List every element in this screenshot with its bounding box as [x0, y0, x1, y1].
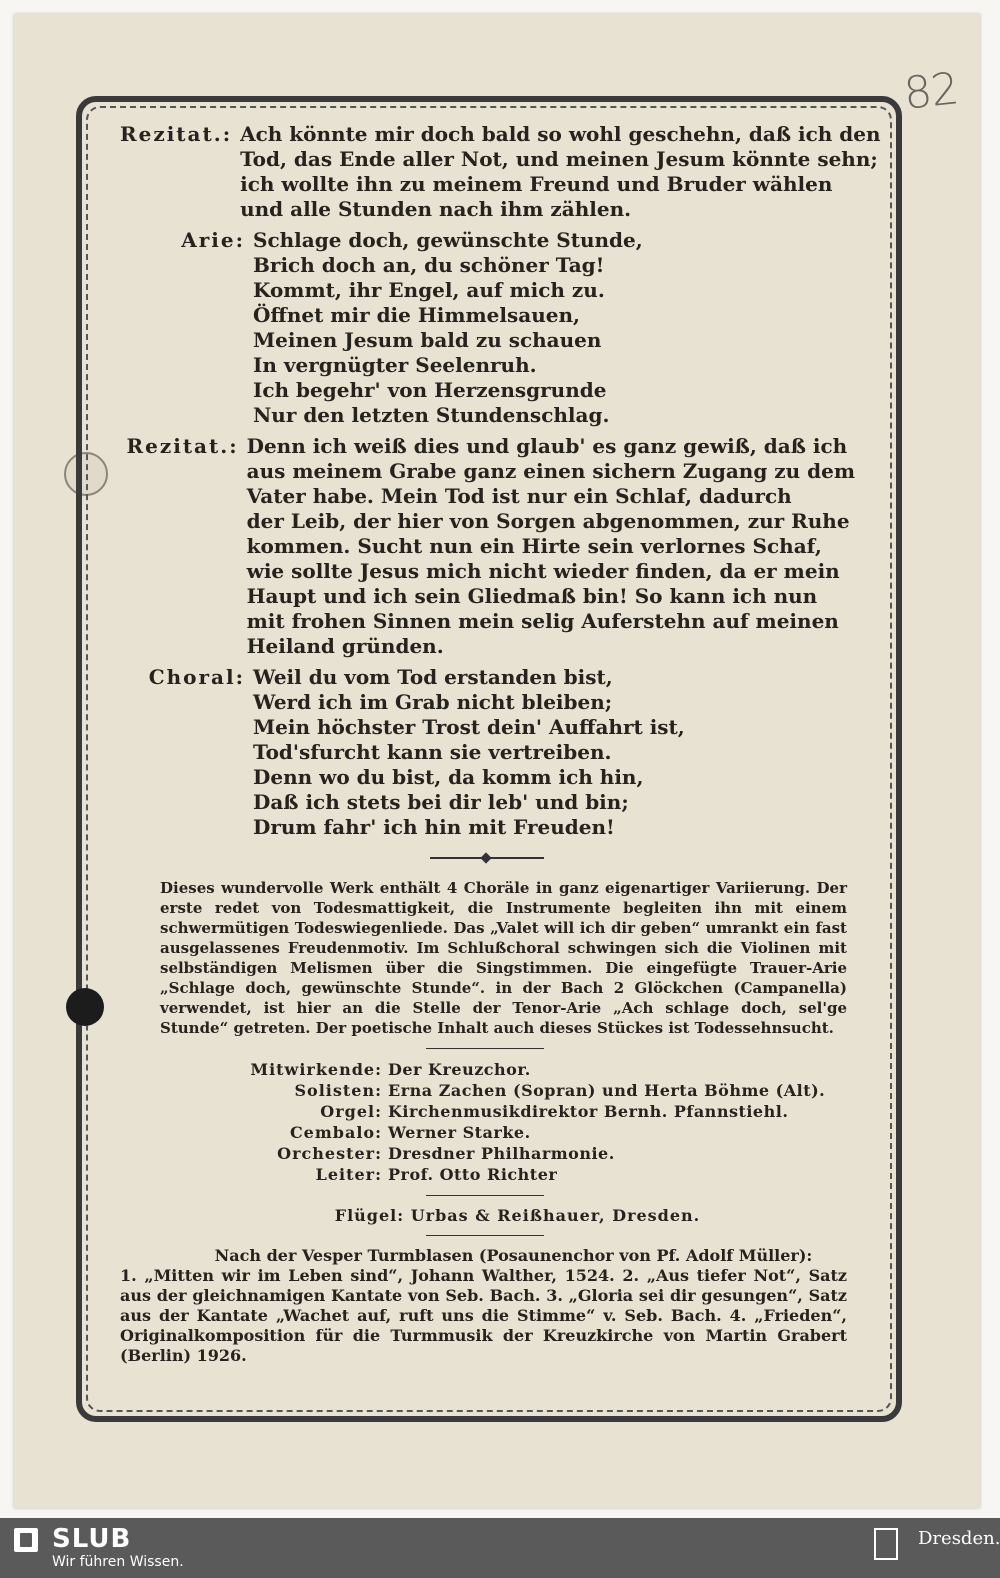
slub-logo-icon — [14, 1528, 38, 1552]
credit-row — [120, 1101, 855, 1122]
credit-value: Werner Starke. — [388, 1123, 531, 1142]
rule-divider — [426, 1048, 544, 1049]
text-line: Tod'sfurcht kann sie vertreiben. — [253, 740, 612, 764]
text-line: ich wollte ihn zu meinem Freund und Bruder wählen — [240, 172, 833, 196]
text-sections — [120, 122, 881, 840]
text-line: Öffnet mir die Himmelsauen, — [253, 303, 580, 327]
credit-role: Solisten: — [294, 1081, 382, 1100]
text-line: mit frohen Sinnen mein selig Auferstehn auf meinen — [246, 609, 839, 633]
text-line: aus meinem Grabe ganz einen sichern Zugang zu dem — [246, 459, 855, 483]
rule-divider — [426, 1235, 544, 1236]
section-label: Rezitat.: — [120, 122, 233, 146]
footer-tagline: Wir führen Wissen. — [52, 1554, 184, 1570]
ornament-divider — [430, 854, 544, 862]
text-section — [120, 228, 855, 428]
credit-row — [120, 1059, 855, 1080]
credit-role: Mitwirkende: — [250, 1060, 382, 1079]
credit-row — [120, 1080, 855, 1101]
text-line: Kommt, ihr Engel, auf mich zu. — [253, 278, 605, 302]
section-text — [240, 122, 880, 222]
note-paragraph: Dieses wundervolle Werk enthält 4 Choräle in ganz eigenartiger Variierung. Der erste redet von Todesmattigkeit, die Instrumente begleiten ihn mit einem schwermütigen Todeswiegenliede. Das „Valet will ich dir geben“ umrankt ein fast ausgelassenes Freudenmotiv. Im Schlußchoral schwingen sich die Violinen mit selbständigen Melismen über die Singstimmen. Die eingefügte Trauer-Arie „Schlage doch, gewünschte Stunde“. in der Bach 2 Glöckchen (Campanella) verwendet, ist hier an die Stelle der Tenor-Arie „Ach schlage doch, sel'ge Stunde“ getreten. Der poetische Inhalt auch dieses Stückes ist Todessehnsucht. — [160, 879, 847, 1037]
section-text — [253, 665, 855, 840]
credit-row — [120, 1164, 855, 1185]
text-line: Brich doch an, du schöner Tag! — [253, 253, 605, 277]
text-line: und alle Stunden nach ihm zählen. — [240, 197, 632, 221]
text-line: Meinen Jesum bald zu schauen — [253, 328, 602, 352]
vesper-heading: Nach der Vesper Turmblasen (Posaunenchor von Pf. Adolf Müller): — [214, 1246, 813, 1265]
text-line: Schlage doch, gewünschte Stunde, — [253, 228, 643, 252]
city-crest-icon — [874, 1528, 898, 1560]
text-line: Denn wo du bist, da komm ich hin, — [253, 765, 644, 789]
credits-list — [120, 1059, 855, 1185]
text-line: Nur den letzten Stundenschlag. — [253, 403, 610, 427]
text-line: Heiland gründen. — [246, 634, 444, 658]
footer-bar — [0, 1518, 1000, 1578]
text-section — [120, 434, 855, 659]
credit-value: Der Kreuzchor. — [388, 1060, 531, 1079]
vesper-paragraph — [120, 1246, 847, 1366]
rule-divider — [426, 1195, 544, 1196]
text-line: Weil du vom Tod erstanden bist, — [253, 665, 613, 689]
text-section — [120, 122, 881, 222]
credit-role: Leiter: — [315, 1165, 382, 1184]
text-line: der Leib, der hier von Sorgen abgenommen, zur Ruhe — [246, 509, 850, 533]
fluegel-line: Flügel: Urbas & Reißhauer, Dresden. — [334, 1206, 701, 1225]
credit-row — [120, 1122, 855, 1143]
text-line: wie sollte Jesus mich nicht wieder finden, da er mein — [246, 559, 840, 583]
credit-value: Dresdner Philharmonie. — [388, 1144, 615, 1163]
footer-city[interactable]: Dresden. — [918, 1528, 1000, 1549]
section-label: Arie: — [181, 228, 245, 252]
text-line: Denn ich weiß dies und glaub' es ganz gewiß, daß ich — [246, 434, 848, 458]
punch-hole — [66, 988, 104, 1026]
text-line: In vergnügter Seelenruh. — [253, 353, 537, 377]
text-line: Ach könnte mir doch bald so wohl geschehn, daß ich den — [240, 122, 881, 146]
credit-role: Orgel: — [320, 1102, 382, 1121]
text-line: Vater habe. Mein Tod ist nur ein Schlaf, dadurch — [246, 484, 792, 508]
vesper-body: 1. „Mitten wir im Leben sind“, Johann Walther, 1524. 2. „Aus tiefer Not“, Satz aus der gleichnamigen Kantate von Seb. Bach. 3. „Gloria sei dir gesungen“, Satz aus der Kantate „Wachet auf, ruft uns die Stimme“ v. Seb. Bach. 4. „Frieden“, Originalkomposition für die Turmmusik der Kreuzkirche von Martin Grabert (Berlin) 1926. — [120, 1266, 847, 1365]
text-line: Mein höchster Trost dein' Auffahrt ist, — [253, 715, 685, 739]
section-label: Choral: — [148, 665, 245, 689]
text-line: kommen. Sucht nun ein Hirte sein verlornes Schaf, — [246, 534, 822, 558]
credit-role: Cembalo: — [289, 1123, 382, 1142]
credit-value: Erna Zachen (Sopran) und Herta Böhme (Alt). — [388, 1081, 826, 1100]
section-text — [247, 434, 855, 659]
footer-brand[interactable]: SLUB — [52, 1524, 132, 1554]
credit-value: Prof. Otto Richter — [388, 1165, 558, 1184]
text-line: Daß ich stets bei dir leb' und bin; — [253, 790, 629, 814]
section-label: Rezitat.: — [126, 434, 239, 458]
text-line: Ich begehr' von Herzensgrunde — [253, 378, 607, 402]
credit-role: Orchester: — [277, 1144, 382, 1163]
text-section — [120, 665, 855, 840]
credit-value: Kirchenmusikdirektor Bernh. Pfannstiehl. — [388, 1102, 789, 1121]
page-number: 82 — [901, 63, 961, 120]
text-line: Haupt und ich sein Gliedmaß bin! So kann ich nun — [246, 584, 818, 608]
section-text — [253, 228, 855, 428]
text-line: Tod, das Ende aller Not, und meinen Jesum könnte sehn; — [240, 147, 878, 171]
text-line: Drum fahr' ich hin mit Freuden! — [253, 815, 615, 839]
program-content — [120, 122, 881, 1366]
credit-row — [120, 1143, 855, 1164]
text-line: Werd ich im Grab nicht bleiben; — [253, 690, 613, 714]
